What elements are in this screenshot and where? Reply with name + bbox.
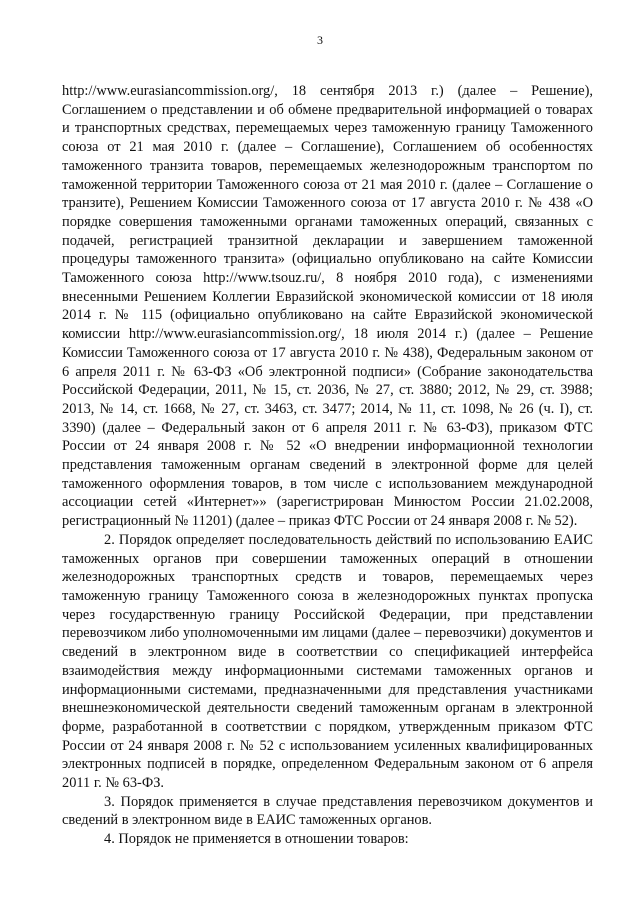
paragraph-2: 2. Порядок определяет последовательность действий по использованию ЕАИС таможенных органов при совершении таможенных операций в отношении железнодорожных транспортных средств и товаров, перемещаемых через таможенную границу Таможенного союза в железнодорожных пунктах пропуска через государственную границу Российской Федерации, при представлении перевозчиком либо уполномоченными им лицами (далее – перевозчики) документов и сведений в электронном виде в соответствии со спецификацией интерфейса взаимодействия между информационными системами таможенных органов и информационными системами, предназначенными для представления участниками внешнеэкономической деятельности сведений таможенным органам в электронной форме, разработанной в соответствии с порядком, утвержденным приказом ФТС России от 24 января 2008 г. № 52 с использованием усиленных квалифицированных электронных подписей в порядке, определенном Федеральным законом от 6 апреля 2011 г. № 63-ФЗ. <box>62 531 593 792</box>
document-body <box>62 82 593 849</box>
paragraph-4: 4. Порядок не применяется в отношении товаров: <box>104 831 409 848</box>
page-number: 3 <box>317 33 323 47</box>
paragraph-3: 3. Порядок применяется в случае представления перевозчиком документов и сведений в электронном виде в ЕАИС таможенных органов. <box>62 793 593 829</box>
paragraph-1-continuation: http://www.eurasiancommission.org/, 18 сентября 2013 г.) (далее – Решение), Соглашением о представлении и об обмене предварительной информацией о товарах и транспортных средствах, перемещаемых через таможенную границу Таможенного союза от 21 мая 2010 г. (далее – Соглашение), Соглашением об особенностях таможенного транзита товаров, перемещаемых железнодорожным транспортом по таможенной территории Таможенного союза от 21 мая 2010 г. (далее – Соглашение о транзите), Решением Комиссии Таможенного союза от 17 августа 2010 г. № 438 «О порядке совершения таможенными органами таможенных операций, связанных с подачей, регистрацией транзитной декларации и завершением таможенной процедуры таможенного транзита» (официально опубликовано на сайте Комиссии Таможенного союза http://www.tsouz.ru/, 8 ноября 2010 года), с изменениями внесенными Решением Коллегии Евразийской экономической комиссии от 18 июля 2014 г. № 115 (официально опубликовано на сайте Евразийской экономической комиссии http://www.eurasiancommission.org/, 18 июля 2014 г.) (далее – Решение Комиссии Таможенного союза от 17 августа 2010 г. № 438), Федеральным законом от 6 апреля 2011 г. № 63-ФЗ «Об электронной подписи» (Собрание законодательства Российской Федерации, 2011, № 15, ст. 2036, № 27, ст. 3880; 2012, № 29, ст. 3988; 2013, № 14, ст. 1668, № 27, ст. 3463, ст. 3477; 2014, № 11, ст. 1098, № 26 (ч. I), ст. 3390) (далее – Федеральный закон от 6 апреля 2011 г. № 63-ФЗ), приказом ФТС России от 24 января 2008 г. № 52 «О внедрении информационной технологии представления таможенным органам сведений в электронной форме для целей таможенного оформления товаров, в том числе с использованием международной ассоциации сетей «Интернет»» (зарегистрирован Минюстом России 21.02.2008, регистрационный № 11201) (далее – приказ ФТС России от 24 января 2008 г. № 52). <box>62 83 593 530</box>
